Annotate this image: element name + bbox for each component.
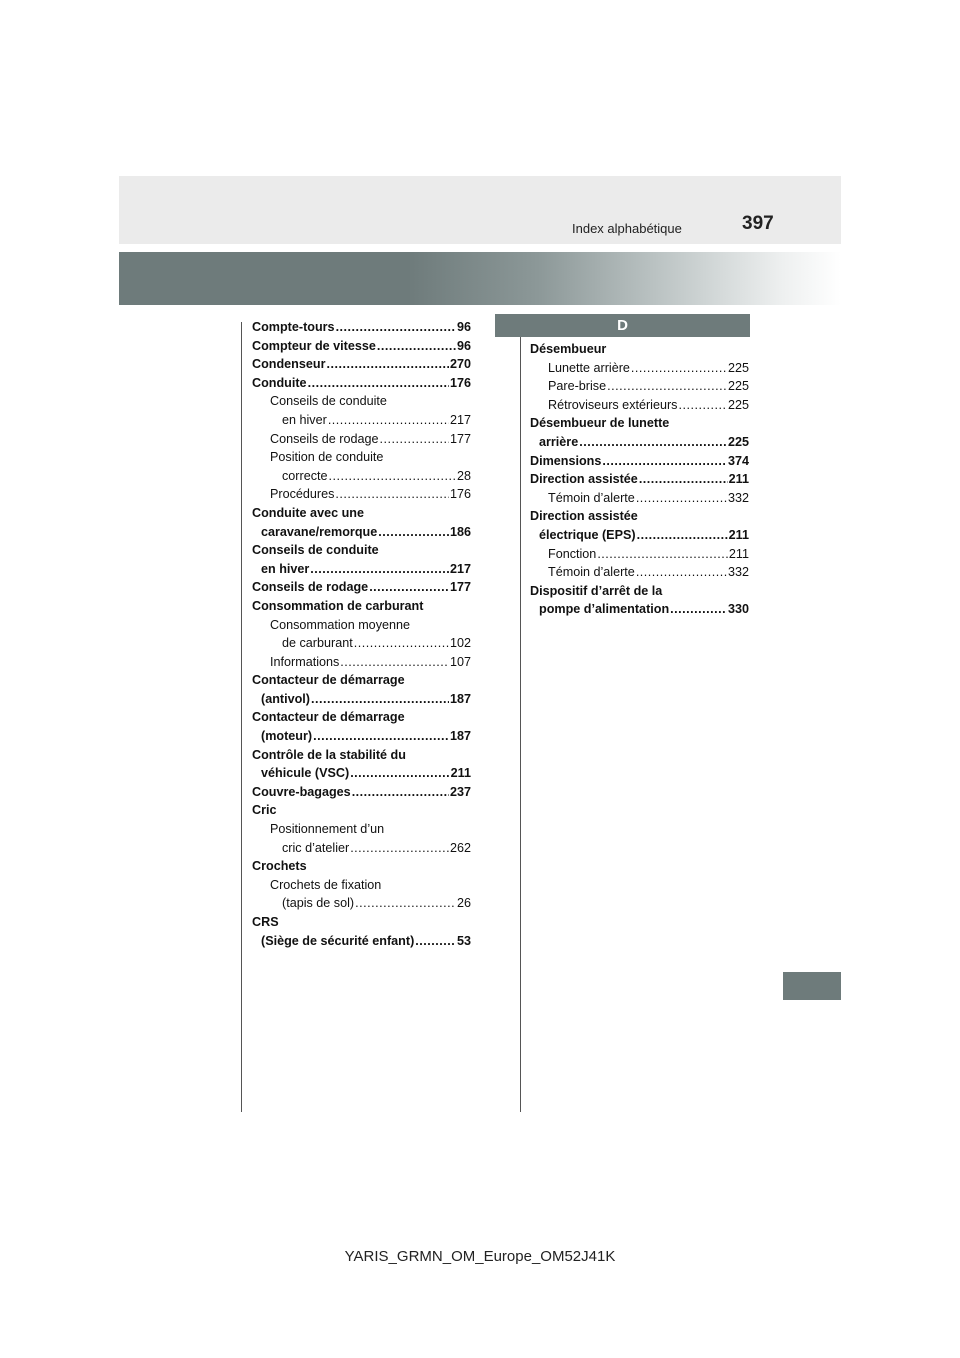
index-heading-line: Conseils de conduite: [270, 394, 387, 409]
dot-leader: [340, 653, 449, 672]
index-entry-term: (tapis de sol): [282, 896, 355, 911]
index-entry: [252, 374, 471, 393]
dot-leader: [597, 545, 728, 564]
index-heading-line: Contacteur de démarrage: [252, 710, 405, 725]
dot-leader: [329, 467, 456, 486]
index-entry-page: 225: [727, 434, 749, 449]
index-heading-line: Cric: [252, 803, 277, 818]
index-entry-page: 187: [449, 691, 471, 706]
index-heading-line: Consommation de carburant: [252, 598, 424, 613]
index-entry-term: Condenseur: [252, 357, 326, 372]
index-entry-page: 176: [449, 487, 471, 502]
index-entry: [252, 523, 471, 542]
index-entry: [252, 932, 471, 951]
index-entry-page: 107: [449, 654, 471, 669]
index-entry: [252, 485, 471, 504]
index-entry: [252, 653, 471, 672]
index-entry-page: 211: [728, 546, 749, 561]
dot-leader: [336, 318, 456, 337]
index-entry-page: 53: [456, 933, 471, 948]
index-entry-term: (moteur): [261, 729, 313, 744]
index-entry-page: 225: [727, 360, 749, 375]
index-heading-line: Contrôle de la stabilité du: [252, 747, 406, 762]
index-entry-page: 187: [449, 729, 471, 744]
index-heading-line: Conseils de conduite: [252, 543, 379, 558]
dot-leader: [326, 355, 449, 374]
index-entry-term: en hiver: [261, 561, 310, 576]
index-entry-page: 332: [727, 490, 749, 505]
index-entry-term: Direction assistée: [530, 472, 638, 487]
index-entry-term: électrique (EPS): [539, 527, 636, 542]
index-entry: [252, 411, 471, 430]
page-number: 397: [742, 213, 774, 234]
dot-leader: [678, 396, 727, 415]
index-entry: [530, 470, 749, 489]
index-entry: [530, 396, 749, 415]
dot-leader: [636, 563, 727, 582]
dot-leader: [607, 377, 727, 396]
index-entry: [530, 600, 749, 619]
dot-leader: [602, 452, 727, 471]
dot-leader: [637, 526, 728, 545]
dot-leader: [369, 578, 449, 597]
dot-leader: [310, 560, 449, 579]
dot-leader: [350, 839, 449, 858]
index-entry-page: 237: [449, 784, 471, 799]
index-entry: [530, 359, 749, 378]
index-heading-line: Dispositif d’arrêt de la: [530, 583, 663, 598]
section-title: Index alphabétique: [572, 221, 682, 236]
index-entry-term: Fonction: [548, 546, 597, 561]
index-entry: [252, 783, 471, 802]
index-entry-page: 177: [449, 580, 471, 595]
index-entry-page: 217: [449, 412, 471, 427]
index-entry: [530, 545, 749, 564]
dot-leader: [631, 359, 727, 378]
index-entry-page: 176: [449, 375, 471, 390]
dot-leader: [639, 470, 728, 489]
dot-leader: [378, 523, 449, 542]
index-entry: [530, 377, 749, 396]
index-column-right: [530, 340, 749, 619]
index-entry-page: 332: [727, 565, 749, 580]
index-heading-line: Désembueur de lunette: [530, 416, 670, 431]
index-entry-page: 225: [727, 397, 749, 412]
index-entry-page: 374: [727, 453, 749, 468]
index-entry-page: 211: [728, 527, 749, 542]
index-entry: [252, 337, 471, 356]
index-entry-term: Couvre-bagages: [252, 784, 351, 799]
index-entry-page: 26: [456, 896, 471, 911]
index-entry-term: Lunette arrière: [548, 360, 630, 375]
section-tab-marker: [783, 972, 841, 1000]
index-entry: [252, 578, 471, 597]
document-code: YARIS_GRMN_OM_Europe_OM52J41K: [344, 1248, 616, 1265]
index-entry-term: Conseils de rodage: [270, 431, 379, 446]
dot-leader: [308, 374, 449, 393]
index-entry-term: pompe d’alimentation: [539, 602, 670, 617]
index-heading-line: Consommation moyenne: [270, 617, 411, 632]
header-gradient-bar: [119, 252, 841, 305]
index-entry-page: 262: [449, 840, 471, 855]
index-entry-term: (antivol): [261, 691, 310, 706]
index-column-left: [252, 318, 471, 950]
index-entry-page: 225: [727, 379, 749, 394]
index-entry: [252, 690, 471, 709]
index-entry: [530, 489, 749, 508]
index-entry-term: en hiver: [282, 412, 327, 427]
dot-leader: [354, 634, 449, 653]
index-entry-term: Procédures: [270, 487, 335, 502]
left-column-rule: [241, 322, 242, 1112]
index-entry: [530, 563, 749, 582]
index-entry: [530, 452, 749, 471]
index-entry-term: arrière: [539, 434, 579, 449]
dot-leader: [335, 485, 449, 504]
dot-leader: [670, 600, 727, 619]
index-heading-line: Conduite avec une: [252, 505, 364, 520]
index-entry: [530, 526, 749, 545]
index-entry-term: caravane/remorque: [261, 524, 378, 539]
right-column-rule: [520, 322, 521, 1112]
index-entry: [252, 839, 471, 858]
index-heading-line: Crochets: [252, 859, 307, 874]
dot-leader: [311, 690, 449, 709]
index-entry: [252, 727, 471, 746]
index-entry: [252, 560, 471, 579]
index-entry: [252, 355, 471, 374]
dot-leader: [579, 433, 727, 452]
index-heading-line: Contacteur de démarrage: [252, 673, 405, 688]
index-entry-term: Compteur de vitesse: [252, 338, 376, 353]
index-entry-term: Compte-tours: [252, 320, 335, 334]
index-entry-page: 211: [728, 472, 749, 487]
index-entry-page: 96: [456, 320, 471, 334]
index-entry-term: Témoin d’alerte: [548, 565, 635, 580]
dot-leader: [328, 411, 449, 430]
dot-leader: [636, 489, 727, 508]
index-entry-term: Rétroviseurs extérieurs: [548, 397, 678, 412]
index-entry-term: (Siège de sécurité enfant): [261, 933, 415, 948]
index-entry-page: 217: [449, 561, 471, 576]
index-entry-page: 186: [449, 524, 471, 539]
dot-leader: [380, 430, 449, 449]
dot-leader: [352, 783, 449, 802]
index-heading-line: Position de conduite: [270, 450, 384, 465]
index-entry: [252, 634, 471, 653]
index-entry-page: 177: [449, 431, 471, 446]
index-entry-page: 28: [456, 468, 471, 483]
header-band: [119, 176, 841, 244]
index-entry-term: Témoin d’alerte: [548, 490, 635, 505]
index-heading-line: Positionnement d’un: [270, 822, 385, 837]
index-entry-page: 330: [727, 602, 749, 617]
index-entry-term: Conseils de rodage: [252, 580, 369, 595]
index-entry-term: correcte: [282, 468, 328, 483]
index-entry-page: 270: [449, 357, 471, 372]
index-heading-line: CRS: [252, 915, 279, 929]
index-entry-page: 96: [456, 338, 471, 353]
index-entry-term: Informations: [270, 654, 340, 669]
dot-leader: [415, 932, 456, 951]
index-entry-term: cric d’atelier: [282, 840, 350, 855]
index-entry: [252, 894, 471, 913]
index-entry-page: 211: [450, 766, 471, 781]
index-entry: [530, 433, 749, 452]
index-heading-line: Direction assistée: [530, 509, 638, 524]
index-entry: [252, 430, 471, 449]
index-letter-heading: D: [495, 314, 750, 337]
dot-leader: [350, 764, 449, 783]
index-entry-term: Conduite: [252, 375, 307, 390]
index-entry: [252, 764, 471, 783]
index-entry: [252, 467, 471, 486]
dot-leader: [313, 727, 449, 746]
index-entry: [252, 318, 471, 337]
index-entry-term: de carburant: [282, 636, 353, 651]
index-entry-term: Pare-brise: [548, 379, 607, 394]
index-heading-line: Désembueur: [530, 342, 607, 356]
dot-leader: [355, 894, 456, 913]
index-heading-line: Crochets de fixation: [270, 877, 382, 892]
index-entry-page: 102: [449, 636, 471, 651]
index-entry-term: véhicule (VSC): [261, 766, 350, 781]
dot-leader: [377, 337, 456, 356]
index-entry-term: Dimensions: [530, 453, 602, 468]
